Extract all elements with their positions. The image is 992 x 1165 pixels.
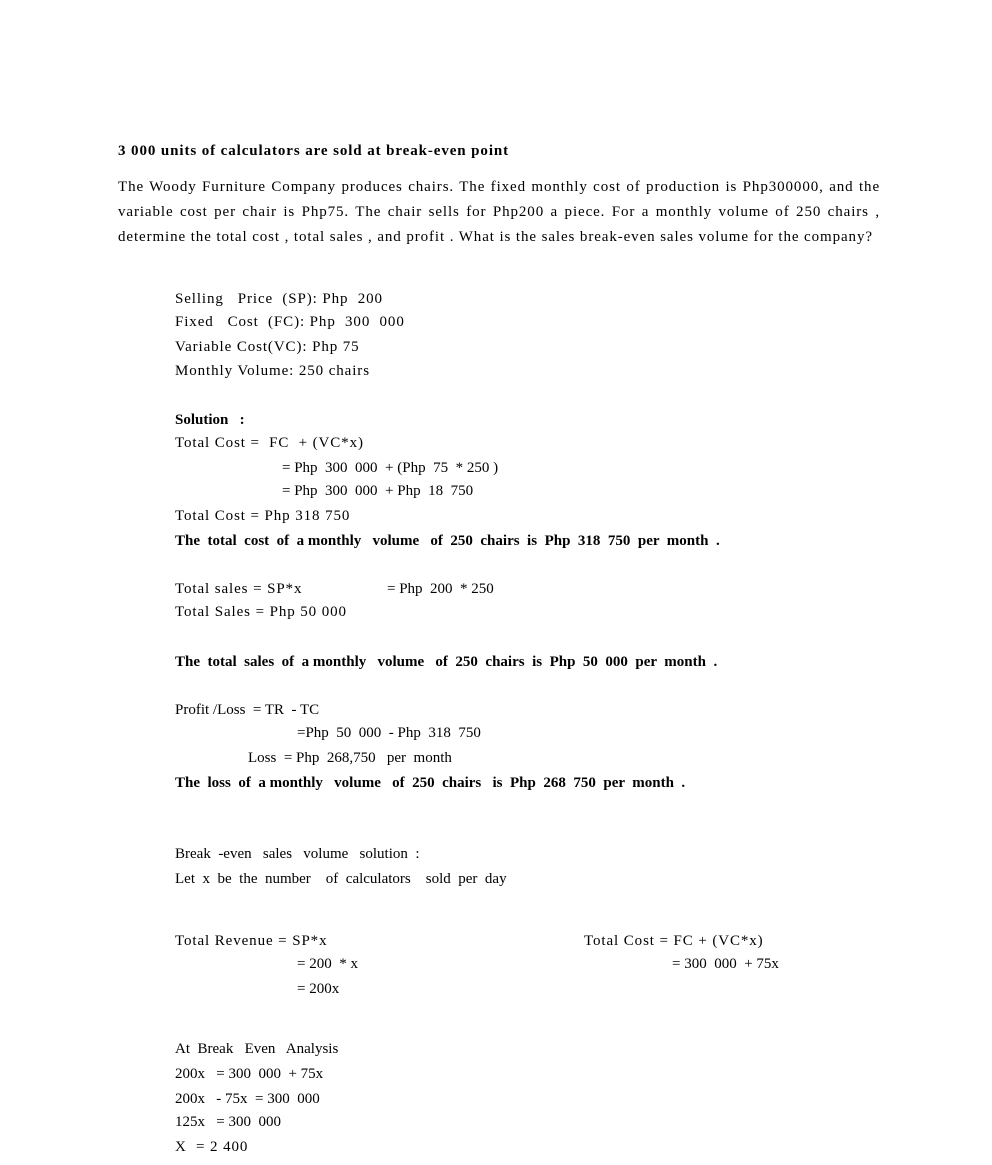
break-even-let: Let x be the number of calculators sold per day — [175, 871, 507, 887]
profit-loss-result: Loss = Php 268,750 per month — [248, 750, 452, 766]
total-cost-step-1: = Php 300 000 + (Php 75 * 250 ) — [282, 460, 499, 476]
total-revenue-step-2: = 200x — [297, 981, 340, 997]
total-cost-formula: Total Cost = FC + (VC*x) — [175, 435, 364, 451]
given-monthly-volume: Monthly Volume: 250 chairs — [175, 363, 370, 379]
analysis-label: At Break Even Analysis — [175, 1041, 339, 1057]
analysis-equation-1: 200x = 300 000 + 75x — [175, 1066, 324, 1082]
total-sales-step: = Php 200 * 250 — [387, 581, 494, 597]
profit-loss-step: =Php 50 000 - Php 318 750 — [297, 725, 481, 741]
total-sales-result: Total Sales = Php 50 000 — [175, 604, 347, 620]
given-selling-price: Selling Price (SP): Php 200 — [175, 291, 383, 307]
break-even-total-cost-formula: Total Cost = FC + (VC*x) — [584, 933, 764, 949]
break-even-total-cost-step: = 300 000 + 75x — [672, 956, 779, 972]
total-cost-step-2: = Php 300 000 + Php 18 750 — [282, 483, 474, 499]
solution-label: Solution : — [175, 412, 245, 428]
break-even-label: Break -even sales volume solution : — [175, 846, 420, 862]
given-variable-cost: Variable Cost(VC): Php 75 — [175, 339, 360, 355]
total-cost-result: Total Cost = Php 318 750 — [175, 508, 351, 524]
total-cost-statement: The total cost of a monthly volume of 250 chairs is Php 318 750 per month . — [175, 533, 720, 549]
analysis-equation-2: 200x - 75x = 300 000 — [175, 1091, 320, 1107]
profit-loss-statement: The loss of a monthly volume of 250 chairs is Php 268 750 per month . — [175, 775, 686, 791]
total-sales-statement: The total sales of a monthly volume of 250 chairs is Php 50 000 per month . — [175, 654, 718, 670]
profit-loss-formula: Profit /Loss = TR - TC — [175, 702, 320, 718]
total-revenue-formula: Total Revenue = SP*x — [175, 933, 328, 949]
analysis-equation-4: X = 2 400 — [175, 1139, 249, 1155]
problem-statement: The Woody Furniture Company produces chairs. The fixed monthly cost of production is Php300000, and the variable cost per chair is Php75. The chair sells for Php200 a piece. For a monthly volume of 250 chairs , determine the total cost , total sales , and profit . What is the sales break-even sales volume for the company? — [118, 179, 880, 245]
total-revenue-step-1: = 200 * x — [297, 956, 358, 972]
total-sales-formula: Total sales = SP*x — [175, 581, 303, 597]
page-heading: 3 000 units of calculators are sold at break-even point — [118, 143, 510, 159]
given-fixed-cost: Fixed Cost (FC): Php 300 000 — [175, 314, 405, 330]
analysis-equation-3: 125x = 300 000 — [175, 1114, 281, 1130]
